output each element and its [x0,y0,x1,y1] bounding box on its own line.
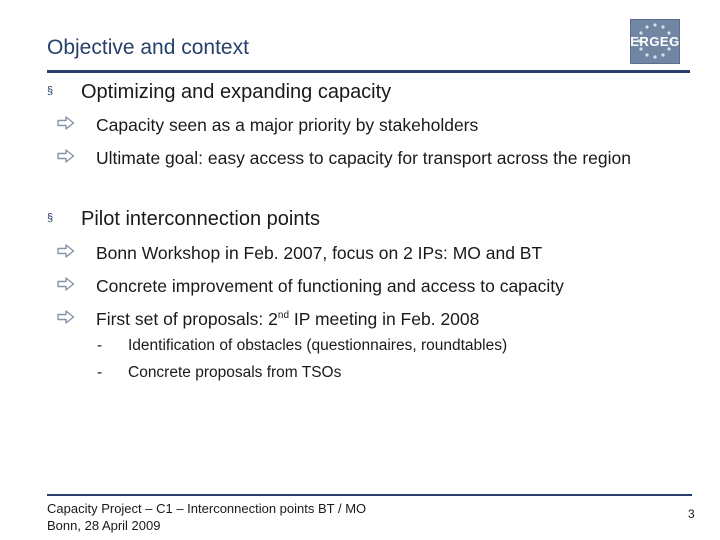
text-part: First set of proposals: 2 [96,309,278,329]
list-item-text: Concrete improvement of functioning and access to capacity [96,276,564,296]
hollow-arrow-icon [57,244,75,258]
dash-bullet: - [97,364,103,381]
footer-project: Capacity Project – C1 – Interconnection points BT / MO [47,501,367,516]
text-part: IP meeting in Feb. 2008 [289,309,480,329]
footer [47,500,366,534]
superscript: nd [277,310,290,322]
hollow-arrow-icon [57,149,75,163]
list-item-text: Ultimate goal: easy access to capacity for transport across the region [96,148,631,168]
page-number: 3 [688,507,695,521]
section-heading-text: Pilot interconnection points [81,208,321,230]
hollow-arrow-icon [57,116,75,130]
dash-bullet: - [97,337,103,354]
logo-text: ERGEG [630,34,680,49]
list-item-text: Capacity seen as a major priority by stakeholders [96,115,479,135]
square-bullet-icon: § [47,212,54,224]
sub-list-item-text: Concrete proposals from TSOs [128,364,342,381]
footer-rule [47,494,692,496]
sub-list-item-text: Identification of obstacles (questionnaires, roundtables) [128,337,508,354]
square-bullet-icon: § [47,85,54,97]
list-item-text [96,307,479,331]
section-heading-text: Optimizing and expanding capacity [81,81,392,103]
title-rule [47,70,690,73]
ergeg-logo [630,19,680,64]
hollow-arrow-icon [57,277,75,291]
list-item-text: Bonn Workshop in Feb. 2007, focus on 2 IPs: MO and BT [96,243,543,263]
hollow-arrow-icon [57,310,75,324]
slide-title: Objective and context [47,36,249,59]
footer-date: Bonn, 28 April 2009 [47,518,161,533]
